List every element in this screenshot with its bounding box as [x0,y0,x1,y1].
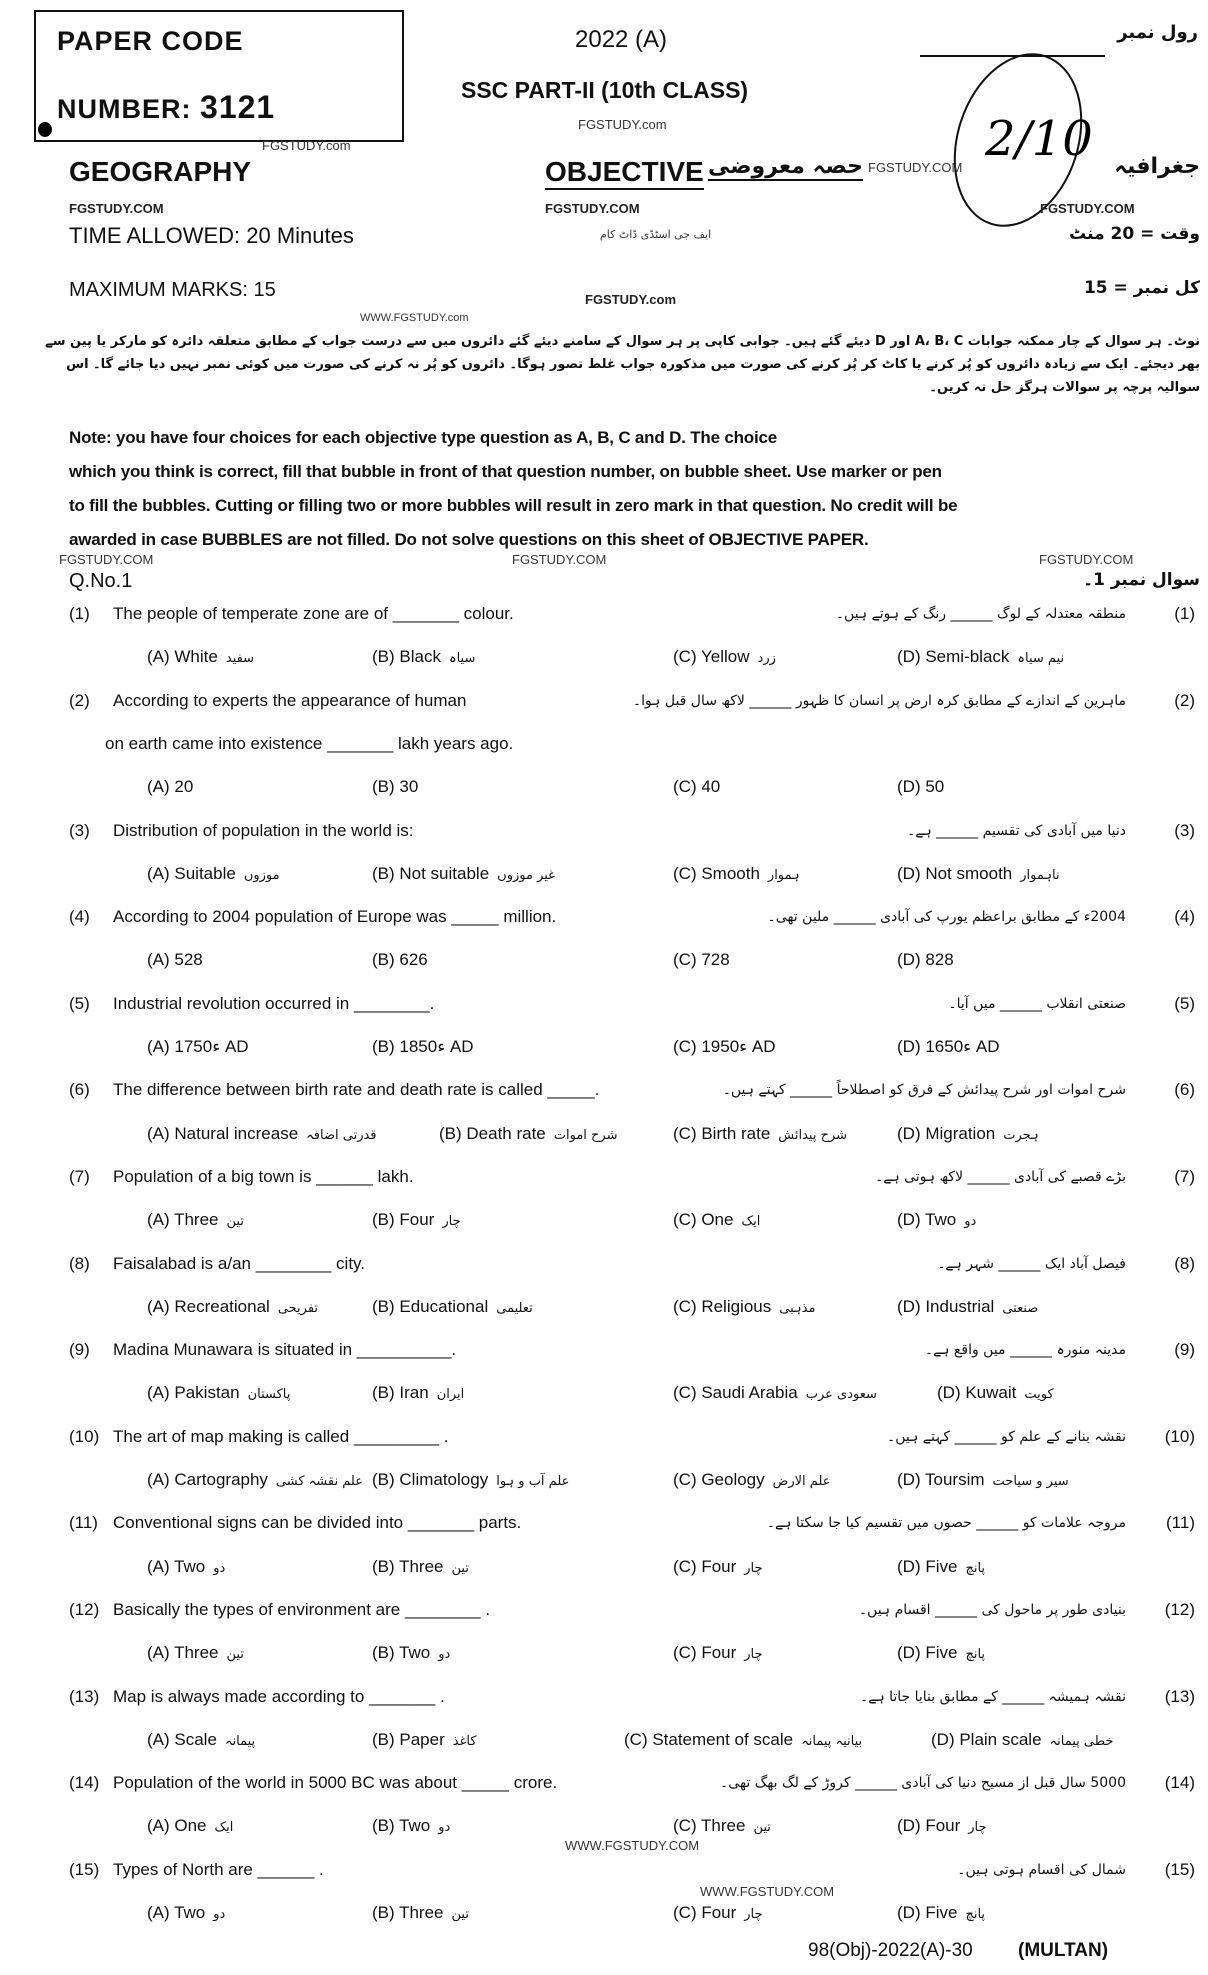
option-label-urdu: چار [968,1820,987,1836]
question-section-title: Q.No.1 [69,570,133,592]
question-text: According to 2004 population of Europe was _____ million. [113,907,557,927]
question-number-urdu: (5) [1174,993,1195,1013]
option-label: (B) Iran [372,1383,429,1403]
option-label: (C) Four [673,1643,737,1663]
question-text-urdu: شرح اموات اور شرح پیدائش کے فرق کو اصطلاحاً ______ کہتے ہیں۔ [722,1082,1126,1099]
answer-option [147,1813,233,1839]
answer-option [897,1121,1039,1147]
stamp-text: 2/10 [985,111,1093,167]
question-section-title-urdu: سوال نمبر 1۔ [1083,570,1200,590]
option-label-urdu: کاغذ [452,1733,477,1749]
exam-class: SSC PART-II (10th CLASS) [461,77,749,103]
question-number-urdu: (8) [1174,1253,1195,1273]
question-number-urdu: (12) [1164,1599,1195,1619]
answer-option [147,1727,255,1753]
instruction-line: which you think is correct, fill that bubble in front of that question number, on bubble sheet. Use marker or pen [69,462,942,481]
answer-option [372,1727,477,1753]
ink-dot [38,122,52,137]
watermark: FGSTUDY.COM [545,201,640,216]
urdu-instruction-line: دیجئے۔ ایک سے زیادہ دائروں کو پُر کرنے یا کاٹ کر پُر کرنے کی صورت میں مذکورہ جواب غلط تصور ہوگا۔ دائروں کو پُر نہ کرنے کی صورت میں کوئی نمبر نہیں دیا جائے گا۔ اس سوالیہ پرچہ پر [66,357,1200,395]
watermark: FGSTUDY.COM [59,552,154,567]
answer-option [372,1900,469,1926]
answer-option [372,861,555,887]
option-label: (D) Not smooth [897,863,1013,883]
answer-option [372,1813,450,1839]
answer-option [147,644,254,670]
question-text-urdu: منطقہ معتدلہ کے لوگ ______ رنگ کے ہوتے ہیں۔ [835,606,1126,622]
section-title-urdu: حصہ معروضی [708,154,863,179]
option-label: (D) Kuwait [937,1383,1017,1403]
instruction-line: awarded in case BUBBLES are not filled. Do not solve questions on this sheet of OBJECTIVE PAPER. [69,530,869,549]
option-label: (C) Yellow [673,647,750,667]
answer-option [897,1207,976,1233]
option-label-urdu: ایک [214,1820,234,1836]
answer-option [897,1900,985,1926]
question-number: (9) [69,1340,90,1360]
option-label: (D) Semi-black [897,647,1010,667]
question-number-urdu: (11) [1166,1513,1195,1533]
question-text-urdu: 5000 سال قبل از مسیح دنیا کی آبادی ______ کروڑ کے لگ بھگ تھی۔ [720,1775,1126,1792]
answer-option [897,1034,1000,1060]
option-label: (A) ء1750 AD [147,1037,249,1056]
option-label: (A) Two [147,1903,206,1922]
option-label: (C) Three [673,1816,746,1836]
question-text: The art of map making is called _________ . [113,1426,449,1446]
option-label: (C) Four [673,1556,737,1576]
option-label: (A) 528 [147,950,203,970]
watermark: WWW.FGSTUDY.COM [700,1884,835,1899]
question-number-urdu: (14) [1164,1773,1195,1793]
question-number-urdu: (15) [1164,1859,1195,1879]
option-label: (D) ء1650 AD [897,1037,1000,1056]
option-label: (B) Two [372,1816,431,1836]
option-label: (B) Three [372,1556,444,1576]
option-label-urdu: ہموار [767,867,800,883]
answer-option [372,1380,464,1406]
question-text: Map is always made according to _______ . [113,1686,445,1706]
urdu-instruction-line: سوالات ہرگز حل نہ کریں۔ [929,380,1101,395]
watermark: FGSTUDY.com [262,138,351,153]
option-label: (A) Two [147,1556,206,1576]
option-label: (C) Birth rate [673,1123,771,1143]
question-text: Basically the types of environment are ________ . [113,1599,491,1619]
question-number: (6) [69,1080,90,1100]
option-label: (D) Five [897,1556,958,1576]
option-label-urdu: شرح پیدائش [778,1127,848,1143]
option-label-urdu: زرد [757,651,776,667]
answer-option [897,644,1064,670]
option-label-urdu: بیانیہ پیمانہ [801,1733,863,1749]
option-label: (B) Four [372,1210,435,1230]
question-text: The people of temperate zone are of _______ colour. [113,604,514,623]
answer-option [673,947,730,973]
question-number-urdu: (3) [1174,820,1195,840]
answer-option [673,1207,760,1233]
option-label: (B) Black [372,647,441,667]
option-label-urdu: پانچ [965,1560,986,1576]
option-label-urdu: دو [213,1907,226,1922]
option-label: (D) Four [897,1816,961,1836]
option-label: (B) Paper [372,1729,445,1749]
option-label: (B) Death rate [439,1123,546,1143]
answer-option [147,1034,249,1060]
option-label: (C) Four [673,1903,737,1922]
answer-option [147,947,203,973]
option-label-urdu: پانچ [965,1907,986,1922]
answer-option [937,1380,1054,1406]
watermark: FGSTUDY.COM [512,552,607,567]
question-text: Types of North are ______ . [113,1859,324,1879]
roll-number-label: رول نمبر [1117,22,1198,43]
question-text-urdu: ماہرین کے اندازے کے مطابق کرہ ارض پر انسان کا ظہور ______ لاکھ سال قبل ہوا۔ [632,692,1126,709]
answer-option [147,1207,244,1233]
option-label: (C) ء1950 AD [673,1037,776,1056]
question-text: Population of a big town is ______ lakh. [113,1166,414,1186]
answer-option [673,1813,771,1839]
exam-year: 2022 (A) [575,26,668,53]
option-label-urdu: ایک [741,1214,761,1230]
option-label: (C) One [673,1210,734,1230]
answer-option [147,1294,318,1320]
option-label-urdu: کویت [1024,1387,1054,1403]
question-number: (11) [69,1513,98,1533]
question-number-urdu: (6) [1174,1080,1195,1100]
answer-option [372,1554,469,1580]
option-label-urdu: پیمانہ [224,1733,256,1749]
option-label: (A) Recreational [147,1296,270,1316]
option-label: (D) 828 [897,950,954,970]
answer-option [372,1034,474,1060]
option-label-urdu: چار [744,1647,763,1663]
option-label: (B) ء1850 AD [372,1037,474,1056]
question-number: (2) [69,690,90,710]
question-text-urdu: مروجہ علامات کو ______ حصوں میں تقسیم کیا جا سکتا ہے۔ [766,1515,1126,1532]
instruction-line: to fill the bubbles. Cutting or filling two or more bubbles will result in zero mark in that question. No credit will be [69,496,958,515]
question-text: Distribution of population in the world is: [113,820,414,840]
option-label: (C) Statement of scale [624,1729,794,1749]
question-text-urdu: دنیا میں آبادی کی تقسیم ______ ہے۔ [907,822,1126,839]
question-number: (14) [69,1773,100,1793]
watermark: WWW.FGSTUDY.COM [565,1838,700,1853]
question-number: (12) [69,1599,100,1619]
option-label-urdu: تین [451,1560,469,1576]
question-text: on earth came into existence _______ lakh years ago. [105,733,514,753]
option-label-urdu: علم آب و ہوا [496,1474,570,1489]
question-text: Madina Munawara is situated in __________. [113,1340,457,1360]
answer-option [931,1727,1113,1753]
question-number: (13) [69,1686,100,1706]
option-label-urdu: غیر موزوں [497,867,555,883]
option-label-urdu: سیر و سیاحت [992,1474,1069,1489]
option-label-urdu: چار [744,1560,763,1576]
answer-option [147,1554,225,1580]
question-number: (8) [69,1253,90,1273]
subject-title: GEOGRAPHY [69,156,252,187]
option-label-urdu: علم نقشہ کشی [275,1474,363,1489]
answer-option [673,774,720,800]
instruction-line: Note: you have four choices for each objective type question as A, B, C and D. The choice [69,428,778,447]
option-label-urdu: علم الارض [772,1474,831,1489]
watermark: FGSTUDY.COM [868,160,963,175]
question-number-urdu: (4) [1174,907,1195,927]
answer-option [372,774,418,800]
answer-option [147,1900,225,1926]
option-label-urdu: دو [213,1560,226,1576]
question-text-urdu: صنعتی انقلاب ______ میں آیا۔ [948,995,1126,1012]
answer-option [673,1640,763,1666]
answer-option [673,861,800,887]
option-label-urdu: خطی پیمانہ [1049,1733,1114,1749]
answer-option [897,1813,987,1839]
number-label: NUMBER: [57,94,192,124]
paper-number-label [57,89,275,126]
answer-option [673,1380,877,1406]
answer-option [673,1034,776,1060]
question-number: (10) [69,1426,100,1446]
option-label: (A) Natural increase [147,1123,299,1143]
option-label: (B) 30 [372,777,419,797]
paper-number: 3121 [200,89,276,125]
option-label-urdu: سیاہ [448,651,476,667]
answer-option [673,1900,763,1926]
watermark: FGSTUDY.COM [1039,552,1134,567]
question-number: (4) [69,907,90,927]
option-label: (C) 728 [673,950,730,970]
answer-option [897,1467,1069,1493]
option-label: (B) Not suitable [372,863,490,883]
footer-code: 98(Obj)-2022(A)-30 [808,1940,973,1961]
option-label: (B) Climatology [372,1470,489,1489]
answer-option [897,1294,1038,1320]
question-number-urdu: (13) [1164,1686,1195,1706]
watermark: FGSTUDY.com [578,117,667,132]
option-label: (B) Educational [372,1296,489,1316]
watermark: FGSTUDY.COM [1040,201,1135,216]
question-text-urdu: شمال کی اقسام ہوتی ہیں۔ [957,1861,1126,1878]
option-label: (D) Two [897,1210,957,1230]
answer-option [372,644,475,670]
maximum-marks-urdu: کل نمبر = 15 [1083,278,1200,298]
option-label: (C) Religious [673,1296,772,1316]
paper-code-label: PAPER CODE [57,26,244,56]
maximum-marks: MAXIMUM MARKS: 15 [69,279,276,301]
question-number: (5) [69,993,90,1013]
answer-option [673,1121,847,1147]
answer-option [372,1467,569,1493]
question-number: (1) [69,604,90,623]
footer-board: (MULTAN) [1018,1940,1109,1961]
question-text-urdu: نقشہ بنانے کے علم کو ______ کہتے ہیں۔ [887,1428,1126,1445]
option-label-urdu: تین [753,1820,771,1836]
answer-option [439,1121,618,1147]
time-allowed: TIME ALLOWED: 20 Minutes [69,223,354,248]
question-text-urdu: نقشہ ہمیشہ ______ کے مطابق بنایا جاتا ہے۔ [860,1688,1126,1705]
answer-option [897,1640,985,1666]
answer-option [897,861,1060,887]
option-label-urdu: پانچ [965,1647,986,1663]
option-label: (D) Five [897,1643,958,1663]
option-label-urdu: قدرتی اضافہ [306,1127,377,1143]
option-label: (B) Two [372,1643,431,1663]
watermark-urdu: ایف جی اسٹڈی ڈاٹ کام [600,228,712,241]
option-label: (D) Migration [897,1123,996,1143]
urdu-instructions [40,330,1200,399]
option-label: (C) 40 [673,777,721,797]
watermark: FGSTUDY.com [585,292,677,307]
option-label: (C) Saudi Arabia [673,1383,798,1403]
option-label-urdu: تفریحی [277,1300,319,1316]
answer-option [897,947,954,973]
option-label-urdu: ایران [436,1387,465,1403]
option-label-urdu: دو [438,1820,451,1836]
question-text: Conventional signs can be divided into _______ parts. [113,1513,522,1533]
answer-option [673,644,776,670]
option-label: (D) Toursim [897,1470,985,1489]
answer-option [147,774,193,800]
urdu-instruction-line: نوٹ۔ ہر سوال کے چار ممکنہ جوابات A، B، C اور D دیئے گئے ہیں۔ جوابی کاپی پر ہر سوال کے سامنے دیئے گئے دائروں میں سے درست جواب کے مطابق متعلقہ دائرہ کو مارکر یا پین سے بھر [45,334,1200,372]
answer-option [372,1207,461,1233]
answer-option [673,1294,815,1320]
option-label-urdu: چار [442,1214,461,1230]
question-number-urdu: (1) [1174,604,1195,623]
answer-option [897,774,944,800]
answer-option [147,1467,363,1493]
question-number-urdu: (2) [1174,690,1195,710]
option-label-urdu: ناہموار [1020,867,1060,883]
answer-option [372,1294,533,1320]
option-label: (A) Three [147,1643,219,1663]
option-label-urdu: سعودی عرب [805,1387,877,1403]
section-title: OBJECTIVE [545,156,704,190]
subject-title-urdu: جغرافیہ [1114,154,1200,179]
question-text-urdu: فیصل آباد ایک ______ شہر ہے۔ [937,1255,1126,1272]
answer-option [624,1727,862,1753]
option-label-urdu: مذہبی [779,1300,816,1316]
option-label: (C) Geology [673,1470,765,1489]
question-text: Population of the world in 5000 BC was about _____ crore. [113,1773,558,1793]
option-label: (A) Cartography [147,1470,268,1489]
option-label: (D) Plain scale [931,1729,1042,1749]
option-label: (B) Three [372,1903,444,1922]
answer-option [372,1640,450,1666]
question-number-urdu: (10) [1164,1426,1195,1446]
question-text: The difference between birth rate and death rate is called _____. [113,1080,600,1100]
option-label: (A) Suitable [147,863,236,883]
answer-option [673,1554,763,1580]
answer-option [147,1380,290,1406]
answer-option [147,1121,377,1147]
time-allowed-urdu: وقت = 20 منٹ [1069,224,1200,244]
question-number: (3) [69,820,90,840]
watermark: WWW.FGSTUDY.com [360,312,469,324]
question-text-urdu: بڑے قصبے کی آبادی ______ لاکھ ہوتی ہے۔ [875,1168,1126,1185]
option-label: (A) Three [147,1210,219,1230]
option-label-urdu: پاکستان [247,1387,291,1403]
answer-option [147,861,280,887]
option-label: (D) 50 [897,777,945,797]
option-label-urdu: تین [226,1214,244,1230]
option-label-urdu: چار [744,1907,763,1922]
question-number: (7) [69,1166,90,1186]
question-number-urdu: (9) [1174,1340,1195,1360]
option-label-urdu: صنعتی [1002,1300,1039,1316]
answer-option [897,1554,985,1580]
question-number: (15) [69,1859,100,1879]
option-label-urdu: موزوں [243,867,280,883]
answer-option [673,1467,831,1493]
option-label: (A) One [147,1816,207,1836]
question-text-urdu: مدینہ منورہ ______ میں واقع ہے۔ [924,1342,1126,1359]
answer-option [372,947,428,973]
option-label-urdu: دو [438,1647,451,1663]
option-label-urdu: ہجرت [1003,1127,1039,1143]
question-text: Industrial revolution occurred in ________. [113,993,435,1013]
option-label-urdu: شرح اموات [553,1127,618,1143]
option-label-urdu: تین [451,1907,469,1922]
question-text: Faisalabad is a/an ________ city. [113,1253,366,1273]
option-label-urdu: نیم سیاہ [1017,651,1065,667]
option-label: (D) Industrial [897,1296,995,1316]
option-label: (A) Scale [147,1729,217,1749]
option-label-urdu: سفید [225,651,255,667]
option-label-urdu: دو [964,1214,977,1230]
answer-option [147,1640,244,1666]
option-label: (A) Pakistan [147,1383,240,1403]
option-label: (A) White [147,647,218,667]
option-label: (D) Five [897,1903,958,1922]
question-text-urdu: بنیادی طور پر ماحول کی ______ اقسام ہیں۔ [858,1601,1126,1618]
option-label: (A) 20 [147,777,194,797]
question-number-urdu: (7) [1174,1166,1195,1186]
option-label: (C) Smooth [673,863,760,883]
option-label-urdu: تین [226,1647,244,1663]
option-label-urdu: تعلیمی [496,1300,533,1316]
watermark: FGSTUDY.COM [69,201,164,216]
question-text: According to experts the appearance of human [113,690,467,710]
question-text-urdu: 2004ء کے مطابق براعظم یورپ کی آبادی ______ ملین تھی۔ [767,909,1126,926]
option-label: (B) 626 [372,950,428,970]
